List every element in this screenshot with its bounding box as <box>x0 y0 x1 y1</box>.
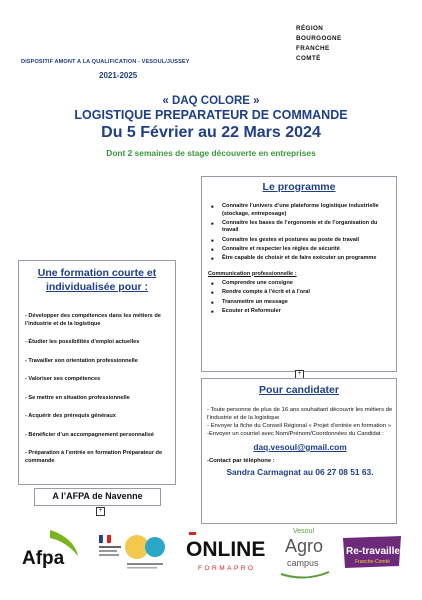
communication-item: ■ Transmettre un message <box>208 299 390 307</box>
communication-title: Communication professionnelle : <box>208 270 297 277</box>
title-block <box>0 94 422 160</box>
candidater-line: -Envoyer un courriel avec Nom/Prénom/Coordonnées du Candidat : <box>207 431 384 437</box>
title-daq: « DAQ COLORE » <box>162 95 260 107</box>
formation-item: - Développer des compétences dans les métiers de l’industrie et de la logistique <box>25 313 161 327</box>
anchor-icon[interactable]: + <box>96 507 105 516</box>
communication-item: ■ Ecouter et Reformuler <box>208 308 390 316</box>
region-logo <box>296 24 366 64</box>
formation-item: - Bénéficier d’un accompagnement personnalisé <box>25 431 155 438</box>
formation-list <box>25 313 173 476</box>
agro-bot: campus <box>287 558 319 568</box>
programme-box <box>201 176 397 372</box>
title-dates: Du 5 Février au 22 Mars 2024 <box>101 124 321 141</box>
retravailler-logo <box>341 534 403 574</box>
online-logo-sub: FORMAPRO <box>198 565 256 572</box>
dispositif-label: DISPOSITIF AMONT A LA QUALIFICATION - VESOUL/JUSSEY <box>21 59 190 65</box>
formation-item: - Préparation à l’entrée en formation Préparateur de commande <box>25 450 163 464</box>
region-logo-line: BOURGOGNE <box>296 35 342 42</box>
formation-item: - Se mettre en situation professionnelle <box>25 394 130 401</box>
region-logo-line: FRANCHE <box>296 45 330 52</box>
agro-mid: Agro <box>285 536 324 556</box>
region-logo-line: COMTÉ <box>296 55 321 62</box>
formation-item: - Valoriser ses compétences <box>25 376 101 382</box>
communication-item: ■ Rendre compte à l’écrit et à l’oral <box>208 289 390 297</box>
formation-title: Une formation courte et individualisée pour : <box>37 267 157 293</box>
candidater-title: Pour candidater <box>259 384 339 396</box>
programme-list <box>208 203 390 317</box>
candidater-line: - Toute personne de plus de 16 ans souhaitant découvrir les métiers de l’industrie et de la logistique <box>207 407 393 421</box>
formation-box <box>18 260 176 485</box>
online-logo <box>186 532 272 576</box>
formation-item: - Étudier les possibilités d’emploi actuelles <box>25 339 140 345</box>
partner-logos <box>0 520 422 595</box>
region-logo-line: RÉGION <box>296 25 324 32</box>
online-logo-text: ONLINE <box>186 538 266 561</box>
programme-item: ■ Connaitre l’univers d’une plateforme logistique industrielle (stockage, entreposage) <box>208 203 390 218</box>
formation-item: - Acquérir des prérequis généraux <box>25 413 116 419</box>
communication-item: ■ Comprendre une consigne <box>208 280 390 288</box>
programme-item: ■ Connaître et respecter les règles de sécurité <box>208 246 390 254</box>
years-label: 2021-2025 <box>99 71 138 80</box>
programme-item: ■ Connaitre les bases de l’ergonomie et de l’organisation du travail <box>208 220 390 235</box>
afpa-logo <box>20 528 80 572</box>
republic-logo <box>97 529 169 573</box>
location-label: A l’AFPA de Navenne <box>52 491 143 501</box>
retravailler-text: Re-travailler <box>346 546 403 557</box>
candidater-body <box>207 406 393 476</box>
agro-campus-logo <box>279 524 331 582</box>
contact-label: -Contact par téléphone : <box>207 458 275 464</box>
candidater-line: - Envoyer la fiche du Conseil Régional « Projet d’entrée en formation » <box>207 423 392 429</box>
title-stage: Dont 2 semaines de stage découverte en entreprises <box>106 148 316 158</box>
contact-email-link[interactable]: daq.vesoul@gmail.com <box>253 442 347 452</box>
programme-title: Le programme <box>262 181 336 193</box>
afpa-logo-text: Afpa <box>22 548 65 569</box>
agro-top: Vesoul <box>293 528 315 535</box>
formation-item: - Travailler son orientation professionnelle <box>25 357 138 364</box>
contact-phone: Sandra Carmagnat au 06 27 08 51 63. <box>226 467 374 477</box>
retravailler-sub: Franche-Comté <box>355 559 390 565</box>
programme-item: ■ Être capable de choisir et de faire exécuter un programme <box>208 255 390 263</box>
title-logistique: LOGISTIQUE PREPARATEUR DE COMMANDE <box>74 108 348 122</box>
location-box <box>34 488 161 506</box>
candidater-box <box>201 378 397 524</box>
anchor-icon[interactable]: + <box>295 370 304 379</box>
programme-item: ■ Connaitre les gestes et postures au poste de travail <box>208 237 390 245</box>
